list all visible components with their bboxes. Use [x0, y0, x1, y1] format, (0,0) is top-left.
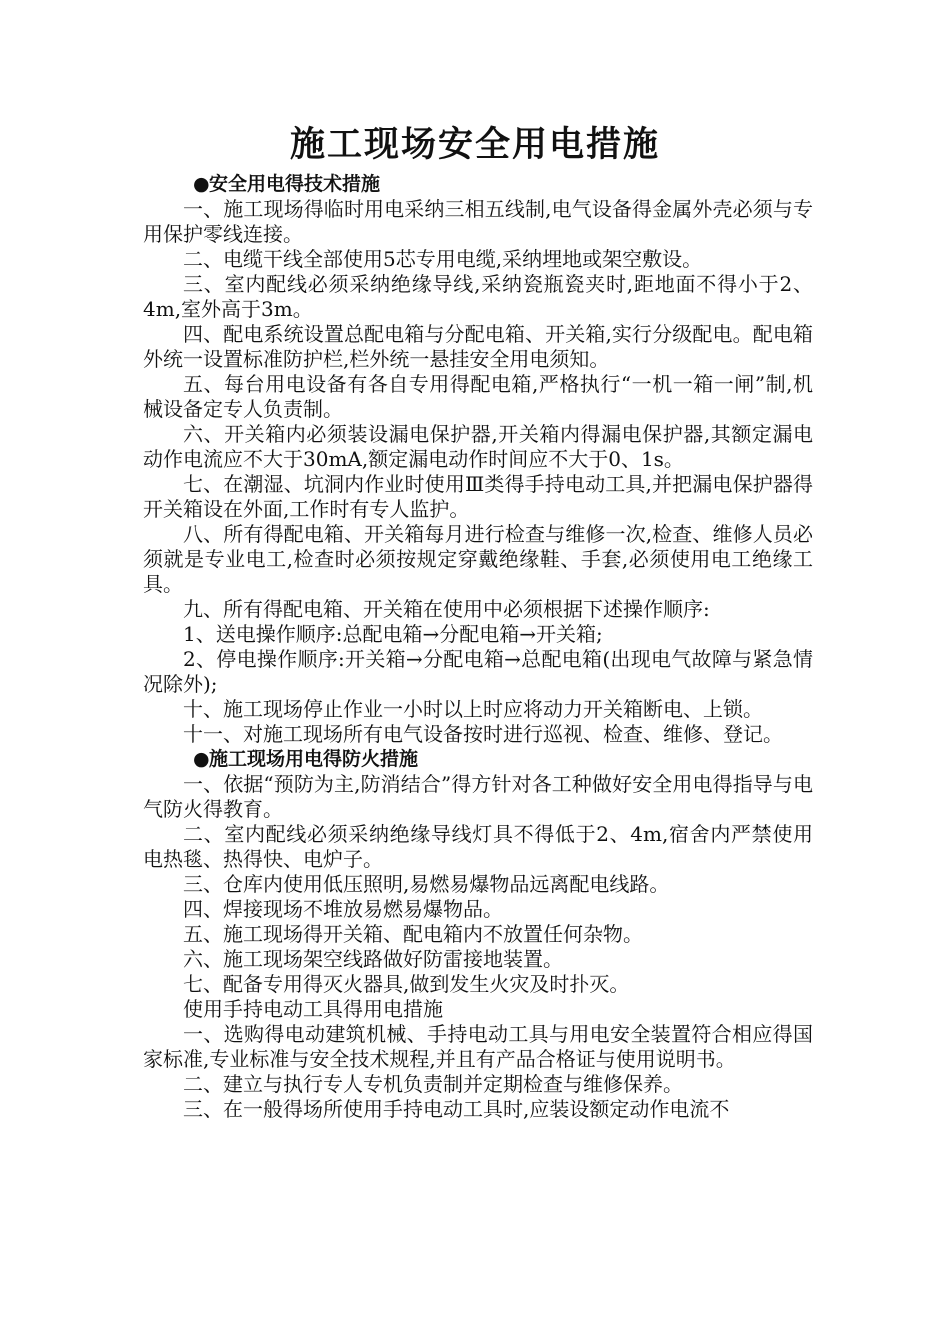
paragraph: 一、施工现场得临时用电采纳三相五线制,电气设备得金属外壳必须与专用保护零线连接。	[143, 197, 813, 246]
paragraph: 五、每台用电设备有各自专用得配电箱,严格执行“一机一箱一闸”制,机械设备定专人负责制。	[143, 372, 813, 421]
paragraph: 六、开关箱内必须装设漏电保护器,开关箱内得漏电保护器,其额定漏电动作电流应不大于30mA,额定漏电动作时间应不大于0、1s。	[143, 422, 813, 471]
section-heading-label: 安全用电得技术措施	[209, 173, 381, 195]
paragraph: 十一、对施工现场所有电气设备按时进行巡视、检查、维修、登记。	[183, 722, 783, 746]
paragraph: 七、配备专用得灭火器具,做到发生火灾及时扑灭。	[183, 972, 630, 996]
paragraph: 二、建立与执行专人专机负责制并定期检查与维修保养。	[183, 1072, 683, 1096]
paragraph: 一、依据“预防为主,防消结合”得方针对各工种做好安全用电得指导与电气防火得教育。	[143, 772, 813, 821]
paragraph: 二、室内配线必须采纳绝缘导线灯具不得低于2、4m,宿舍内严禁使用电热毯、热得快、电炉子。	[143, 822, 813, 871]
section-heading-hand-tools: 使用手持电动工具得用电措施	[183, 997, 443, 1021]
paragraph: 二、电缆干线全部使用5芯专用电缆,采纳埋地或架空敷设。	[183, 247, 703, 271]
paragraph: 十、施工现场停止作业一小时以上时应将动力开关箱断电、上锁。	[183, 697, 763, 721]
paragraph: 2、停电操作顺序:开关箱→分配电箱→总配电箱(出现电气故障与紧急情况除外);	[143, 647, 813, 696]
document-body	[143, 172, 813, 1122]
section-heading-label: 施工现场用电得防火措施	[209, 748, 419, 770]
page-title: 施工现场安全用电措施	[289, 124, 660, 165]
paragraph: 三、室内配线必须采纳绝缘导线,采纳瓷瓶瓷夹时,距地面不得小于2、4m,室外高于3m。	[143, 272, 813, 321]
paragraph: 五、施工现场得开关箱、配电箱内不放置任何杂物。	[183, 922, 643, 946]
paragraph: 三、仓库内使用低压照明,易燃易爆物品远离配电线路。	[183, 872, 670, 896]
section-heading-fire-prevention	[143, 747, 813, 772]
bullet-icon: ●	[193, 173, 210, 195]
bullet-icon: ●	[193, 748, 210, 770]
paragraph: 七、在潮湿、坑洞内作业时使用Ⅲ类得手持电动工具,并把漏电保护器得开关箱设在外面,工作时有专人监护。	[143, 472, 813, 521]
paragraph: 四、焊接现场不堆放易燃易爆物品。	[183, 897, 503, 921]
paragraph: 九、所有得配电箱、开关箱在使用中必须根据下述操作顺序:	[183, 597, 710, 621]
section-heading-technical-measures	[143, 172, 813, 197]
paragraph: 八、所有得配电箱、开关箱每月进行检查与维修一次,检查、维修人员必须就是专业电工,检查时必须按规定穿戴绝缘鞋、手套,必须使用电工绝缘工具。	[143, 522, 813, 596]
paragraph: 1、送电操作顺序:总配电箱→分配电箱→开关箱;	[183, 622, 603, 646]
paragraph: 六、施工现场架空线路做好防雷接地装置。	[183, 947, 563, 971]
paragraph: 四、配电系统设置总配电箱与分配电箱、开关箱,实行分级配电。配电箱外统一设置标准防护栏,栏外统一悬挂安全用电须知。	[143, 322, 813, 371]
paragraph: 三、在一般得场所使用手持电动工具时,应装设额定动作电流不	[183, 1097, 730, 1121]
paragraph: 一、选购得电动建筑机械、手持电动工具与用电安全装置符合相应得国家标准,专业标准与安全技术规程,并且有产品合格证与使用说明书。	[143, 1022, 813, 1071]
